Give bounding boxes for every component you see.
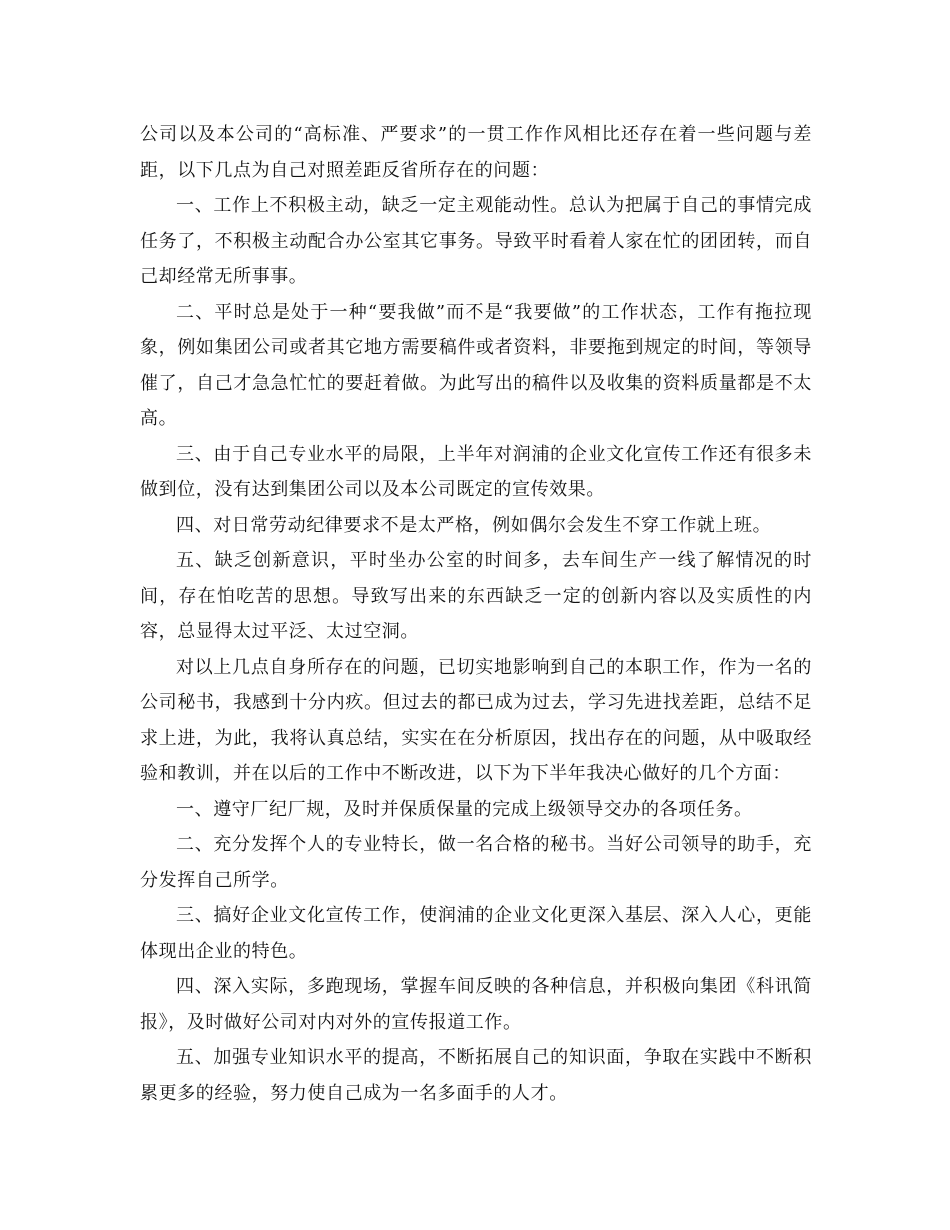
document-body	[140, 117, 812, 1111]
paragraph-plan-5: 五、加强专业知识水平的提高，不断拓展自己的知识面，争取在实践中不断积累更多的经验，努力使自己成为一名多面手的人才。	[140, 1047, 812, 1104]
paragraph-reflection: 对以上几点自身所存在的问题，已切实地影响到自己的本职工作，作为一名的公司秘书，我感到十分内疚。但过去的都已成为过去，学习先进找差距，总结不足求上进，为此，我将认真总结，实实在在分析原因，找出存在的问题，从中吸取经验和教训，并在以后的工作中不断改进，以下为下半年我决心做好的几个方面：	[140, 656, 812, 784]
paragraph-problem-2: 二、平时总是处于一种“要我做”而不是“我要做”的工作状态，工作有拖拉现象，例如集团公司或者其它地方需要稿件或者资料，非要拖到规定的时间，等领导催了，自己才急急忙忙的要赶着做。为此写出的稿件以及收集的资料质量都是不太高。	[140, 301, 812, 429]
paragraph-problem-4: 四、对日常劳动纪律要求不是太严格，例如偶尔会发生不穿工作就上班。	[176, 514, 772, 536]
paragraph-problem-1: 一、工作上不积极主动，缺乏一定主观能动性。总认为把属于自己的事情完成任务了，不积极主动配合办公室其它事务。导致平时看着人家在忙的团团转，而自己却经常无所事事。	[140, 195, 812, 287]
paragraph-continuation: 公司以及本公司的“高标准、严要求”的一贯工作作风相比还存在着一些问题与差距，以下几点为自己对照差距反省所存在的问题：	[140, 124, 812, 181]
paragraph-plan-4: 四、深入实际，多跑现场，掌握车间反映的各种信息，并积极向集团《科讯简报》，及时做好公司对内对外的宣传报道工作。	[140, 976, 812, 1033]
paragraph-plan-3: 三、搞好企业文化宣传工作，使润浦的企业文化更深入基层、深入人心，更能体现出企业的特色。	[140, 905, 812, 962]
paragraph-plan-2: 二、充分发挥个人的专业特长，做一名合格的秘书。当好公司领导的助手，充分发挥自己所学。	[140, 834, 812, 891]
paragraph-problem-3: 三、由于自己专业水平的局限，上半年对润浦的企业文化宣传工作还有很多未做到位，没有达到集团公司以及本公司既定的宣传效果。	[140, 443, 812, 500]
paragraph-problem-5: 五、缺乏创新意识，平时坐办公室的时间多，去车间生产一线了解情况的时间，存在怕吃苦的思想。导致写出来的东西缺乏一定的创新内容以及实质性的内容，总显得太过平泛、太过空洞。	[140, 550, 812, 642]
paragraph-plan-1: 一、遵守厂纪厂规，及时并保质保量的完成上级领导交办的各项任务。	[176, 798, 753, 820]
